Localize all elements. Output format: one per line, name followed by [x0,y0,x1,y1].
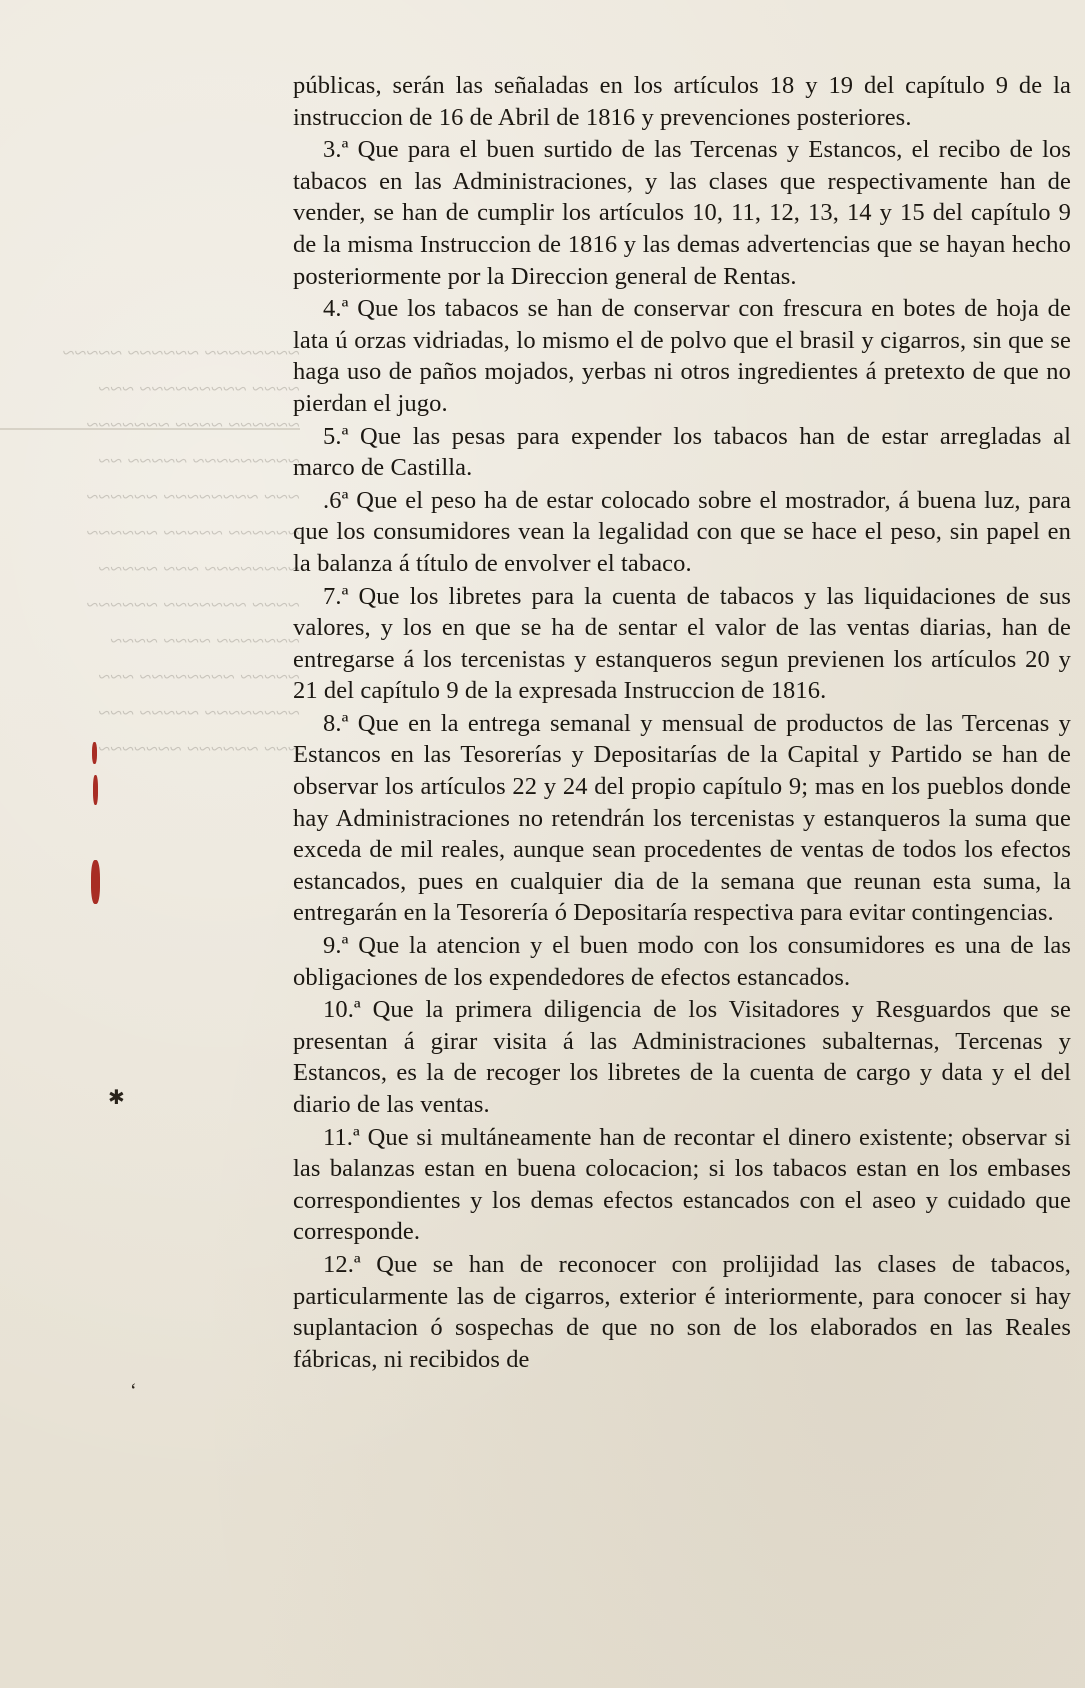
paragraph-article-3: 3.ª Que para el buen surtido de las Tercenas y Estancos, el recibo de los tabacos en las Administraciones, y las clases que respectivamente han de vender, se han de cumplir los artículos 10, 11, 12, 13, 14 y 15 del capítulo 9 de la misma Instruccion de 1816 y las demas advertencias que se hayan hecho posteriormente por la Direccion general de Rentas. [293,136,1071,290]
paper-fold-line [0,428,300,430]
paragraph-article-6: .6ª Que el peso ha de estar colocado sobre el mostrador, á buena luz, para que los consumidores vean la legalidad con que se hace el peso, sin papel en la balanza á título de envolver el tabaco. [293,486,1071,577]
paragraph-article-4: 4.ª Que los tabacos se han de conservar con frescura en botes de hoja de lata ú orzas vidriadas, lo mismo el de polvo que el brasil y cigarros, sin que se haga uso de paños mojados, yerbas ni otros ingredientes á pretexto de que no pierdan el jugo. [293,295,1071,417]
article-number: 8.ª [323,709,349,737]
paragraph-article-8: 8.ª Que en la entrega semanal y mensual de productos de las Tercenas y Estancos en las Tesorerías y Depositarías de la Capital y Partido se han de observar los artículos 22 y 24 del propio capítulo 9; mas en los pueblos donde hay Administraciones no retendrán los tercenistas y estanqueros la suma que exceda de mil reales, aunque sean procedentes de ventas de todos los efectos estancados, pues en cualquier dia de la semana que reunan esta suma, la entregarán en la Tesorería ó Depositaría respectiva para evitar contingencias. [293,709,1071,927]
red-ink-mark [91,860,100,904]
article-number: .6ª [323,486,349,514]
article-number: 7.ª [323,582,349,610]
paragraph-continuation: públicas, serán las señaladas en los artículos 18 y 19 del capítulo 9 de la instruccion de 16 de Abril de 1816 y prevenciones posteriores. [293,72,1071,131]
article-number: 3.ª [323,136,349,164]
margin-speck: ʻ [130,1380,137,1402]
red-ink-mark [93,775,98,805]
article-number: 9.ª [323,932,349,960]
paragraph-article-12: 12.ª Que se han de reconocer con prolijidad las clases de tabacos, particularmente las de cigarros, exterior é interiormente, para conocer si hay suplantacion ó sospechas de que no son de los elaborados en las Reales fábricas, ni recibidos de [293,1250,1071,1373]
red-ink-mark [92,742,97,764]
paragraph-article-5: 5.ª Que las pesas para expender los tabacos han de estar arregladas al marco de Castilla. [293,422,1071,482]
document-body [293,70,1071,1376]
article-number: 10.ª [323,996,361,1024]
paragraph-article-11: 11.ª Que si multáneamente han de recontar el dinero existente; observar si las balanzas estan en buena colocacion; si los tabacos estan en los embases correspondientes y los demas efectos estancados con el aseo y cuidado que corresponde. [293,1123,1071,1246]
article-number: 4.ª [323,295,349,323]
article-number: 11.ª [323,1123,360,1151]
article-number: 5.ª [323,422,349,450]
paragraph-article-9: 9.ª Que la atencion y el buen modo con los consumidores es una de las obligaciones de los expendedores de efectos estancados. [293,932,1071,991]
paragraph-article-7: 7.ª Que los libretes para la cuenta de tabacos y las liquidaciones de sus valores, y los en que se ha de sentar el valor de las ventas diarias, han de entregarse á los tercenistas y estanqueros segun previenen los artículos 20 y 21 del capítulo 9 de la expresada Instruccion de 1816. [293,582,1071,705]
margin-speck: ✱ [108,1087,125,1109]
bleed-through-decoration: ~~~~~~~~ ~~~~~~ ~~~~~ ~~~~ ~~~~~~~~~ ~~~ ~~~~~~ ~~~~ ~~~~~~~ ~~~~~~~~~ ~~~~~ ~~ ~~~ ~~~~~~~~ ~~~~~~ ~~~~~~ ~~~~~ ~~~~~~ ~~~~~~~~ ~~~ ~~~~~ ~~~~ ~~~~~~~ ~~~~~~ ~~~~~~~ ~~~~ ~~~~ ~~~~~ ~~~~~~~~ ~~~ ~~~~~~~~ ~~~~~ ~~~ ~~~ ~~~~~~ ~~~~~~~ [62,340,300,761]
article-number: 12.ª [323,1250,361,1278]
paragraph-article-10: 10.ª Que la primera diligencia de los Visitadores y Resguardos que se presentan á girar visita á las Administraciones subalternas, Tercenas y Estancos, es la de recoger los libretes de la cuenta de cargo y data y el del diario de las ventas. [293,996,1072,1118]
